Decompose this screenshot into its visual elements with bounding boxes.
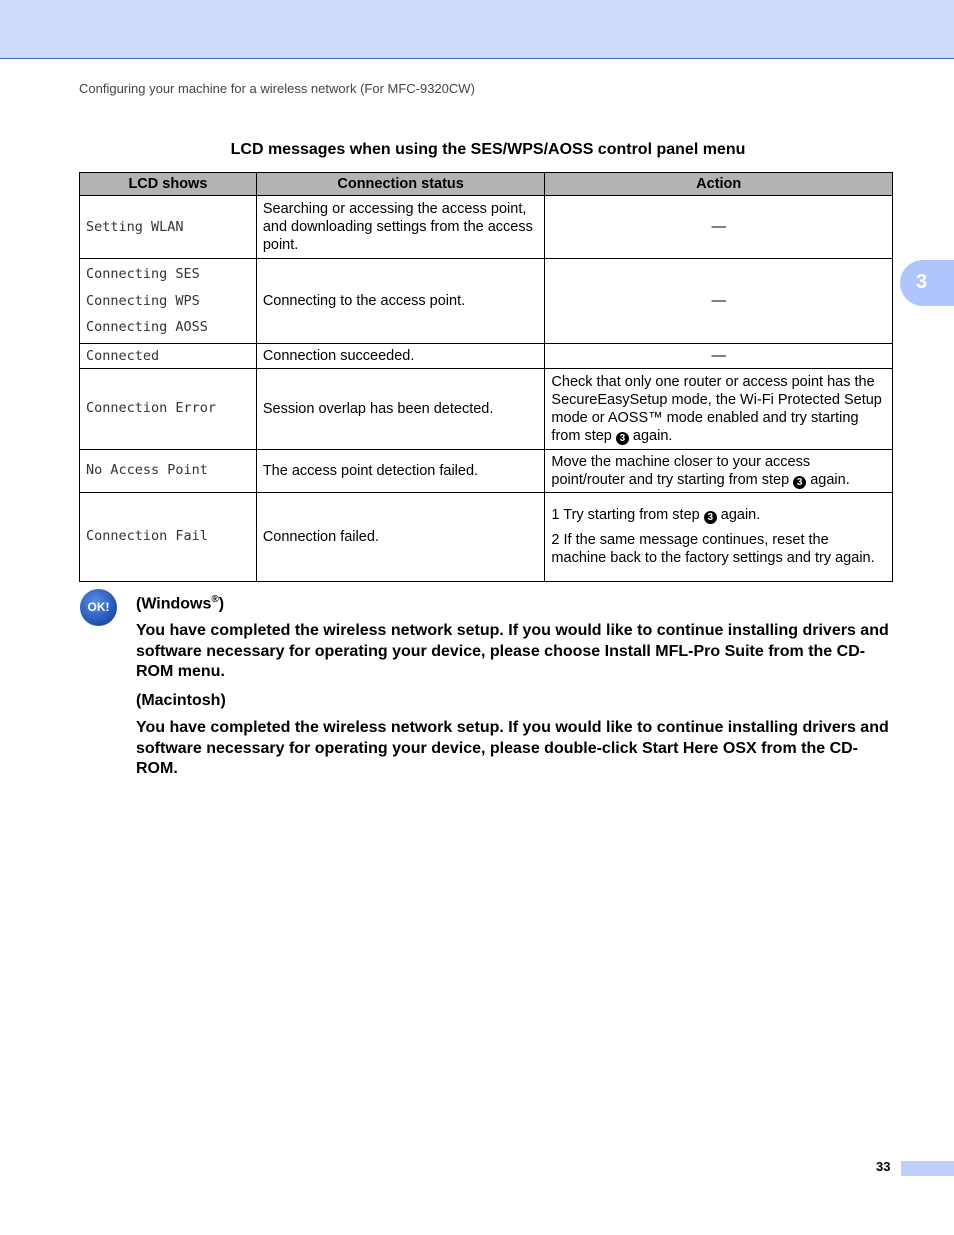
table-row	[80, 368, 893, 449]
action-text: 2 If the same message continues, reset the machine back to the factory settings and try again.	[551, 532, 875, 566]
action-text: again.	[716, 507, 761, 523]
table-row	[80, 449, 893, 492]
lcd-message: Connection Fail	[86, 528, 208, 545]
windows-label-close: )	[218, 595, 225, 613]
windows-instruction: You have completed the wireless network setup. If you would like to continue installing drivers and software necessary for operating your device, please choose Install MFL-Pro Suite from the CD-ROM menu.	[136, 622, 889, 681]
action-cell	[545, 368, 893, 449]
lcd-cell	[80, 343, 257, 368]
action-cell	[545, 449, 893, 492]
table-row	[80, 492, 893, 581]
step-number-icon: 3	[616, 432, 629, 445]
action-cell: —	[545, 343, 893, 368]
lcd-message: Connecting SES	[86, 266, 200, 282]
step-number-icon: 3	[793, 476, 806, 489]
chapter-number: 3	[916, 271, 928, 293]
lcd-cell	[80, 196, 257, 259]
lcd-cell	[80, 259, 257, 344]
table-header-row	[80, 173, 893, 196]
footer-bar	[901, 1161, 954, 1176]
windows-label-text: (Windows	[136, 595, 212, 613]
table-row	[80, 259, 893, 344]
macintosh-label: (Macintosh)	[136, 692, 226, 709]
macintosh-block	[136, 692, 896, 780]
table-row	[80, 343, 893, 368]
lcd-message: Setting WLAN	[86, 218, 184, 235]
status-cell: Connection succeeded.	[256, 343, 545, 368]
lcd-cell	[80, 368, 257, 449]
action-text: 1 Try starting from step	[551, 507, 704, 523]
status-cell: The access point detection failed.	[256, 449, 545, 492]
running-header: Configuring your machine for a wireless network (For MFC-9320CW)	[79, 81, 475, 96]
windows-block	[136, 594, 896, 683]
status-cell: Session overlap has been detected.	[256, 368, 545, 449]
action-cell	[545, 492, 893, 581]
lcd-message: Connection Error	[86, 400, 217, 417]
lcd-message: Connecting AOSS	[86, 319, 208, 335]
section-title: LCD messages when using the SES/WPS/AOSS control panel menu	[230, 141, 746, 158]
lcd-cell	[80, 449, 257, 492]
status-cell: Connection failed.	[256, 492, 545, 581]
lcd-messages-table	[79, 172, 893, 582]
action-text: Check that only one router or access point has the SecureEasySetup mode, the Wi-Fi Protected Setup mode or AOSS™ mode enabled and try starting from step	[551, 373, 882, 444]
action-text: Move the machine closer to your access point/router and try starting from step	[551, 453, 811, 488]
status-cell: Connecting to the access point.	[256, 259, 545, 344]
action-cell: —	[545, 196, 893, 259]
chapter-tab	[900, 260, 954, 306]
status-cell: Searching or accessing the access point, and downloading settings from the access point.	[256, 196, 545, 259]
page-number: 33	[876, 1159, 891, 1174]
action-text: again.	[628, 427, 673, 444]
action-list-item	[551, 506, 886, 524]
column-header: Action	[545, 173, 893, 196]
registered-mark: ®	[211, 594, 219, 605]
lcd-message: No Access Point	[86, 462, 208, 479]
column-header: LCD shows	[80, 173, 257, 196]
action-text: again.	[806, 471, 850, 488]
lcd-message: Connected	[86, 347, 160, 364]
column-header: Connection status	[256, 173, 545, 196]
top-band	[0, 0, 954, 59]
ok-icon: OK!	[80, 589, 117, 626]
step-number-icon: 3	[704, 511, 717, 524]
action-cell: —	[545, 259, 893, 344]
macintosh-instruction: You have completed the wireless network setup. If you would like to continue installing drivers and software necessary for operating your device, please double-click Start Here OSX from the CD-ROM.	[136, 719, 889, 777]
table-row	[80, 196, 893, 259]
lcd-cell	[80, 492, 257, 581]
windows-label	[136, 594, 896, 613]
lcd-message: Connecting WPS	[86, 292, 200, 309]
action-list-item	[551, 531, 886, 567]
